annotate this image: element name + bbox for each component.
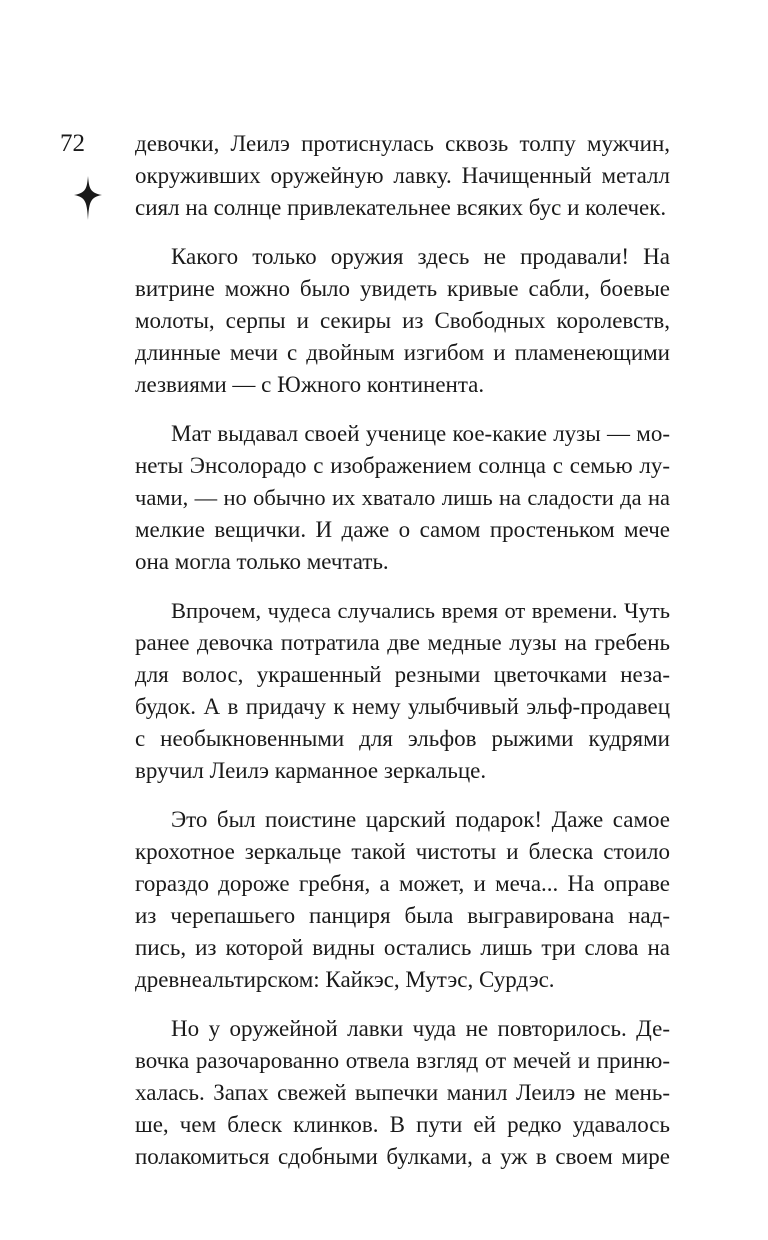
text-line: молоты, серпы и секиры из Свободных королевств, [135,308,670,333]
text-line: древнеальтирском: Кайкэс, Мутэс, Сурдэс. [135,967,555,992]
text-line: ранее девочка потратила две медные лузы на гребень [135,630,670,655]
text-line: полакомиться сдобными булками, а уж в своем мире [135,1144,670,1169]
paragraph [135,595,670,787]
text-line: сиял на солнце привлекательнее всяких бус и колечек. [135,195,667,220]
text-line: мелкие вещички. И даже о самом простеньком мече [135,517,670,542]
text-line: Мат выдавал своей ученице кое-какие лузы — мо- [171,421,670,446]
text-line: пись, из которой видны остались лишь три слова на [135,935,670,960]
paragraph [135,241,670,401]
text-line: Это был поистине царский подарок! Даже самое [171,807,670,832]
paragraph [135,804,670,996]
text-line: она могла только мечтать. [135,549,389,574]
text-line: окруживших оружейную лавку. Начищенный металл [135,163,670,188]
text-line: витрине можно было увидеть кривые сабли, боевые [135,276,670,301]
text-line: вручил Леилэ карманное зеркальце. [135,758,487,783]
text-line: гораздо дороже гребня, а может, и меча... На оправе [135,871,670,896]
text-line: для волос, украшенный резными цветочками неза- [135,662,670,687]
paragraph [135,128,670,224]
text-line: длинные мечи с двойным изгибом и пламенеющими [135,340,670,365]
text-line: будок. А в придачу к нему улыбчивый эльф-продавец [135,694,670,719]
text-line: лезвиями — с Южного континента. [135,372,485,397]
text-line: крохотное зеркальце такой чистоты и блеска стоило [135,839,670,864]
text-line: Впрочем, чудеса случались время от времени. Чуть [171,598,670,623]
text-line: девочки, Леилэ протиснулась сквозь толпу мужчин, [135,131,670,156]
text-line: неты Энсолорадо с изображением солнца с семью лу- [135,453,670,478]
text-line: Но у оружейной лавки чуда не повторилось. Де- [171,1016,670,1041]
text-line: с необыкновенными для эльфов рыжими кудрями [135,726,670,751]
paragraph [135,418,670,578]
text-line: халась. Запах свежей выпечки манил Леилэ не мень- [135,1080,670,1105]
text-line: чами, — но обычно их хватало лишь на сладости да на [135,485,670,510]
text-line: Какого только оружия здесь не продавали! На [171,244,670,269]
paragraph [135,1013,670,1173]
text-line: из черепашьего панциря была выгравирована над- [135,903,670,928]
text-line: вочка разочарованно отвела взгляд от мечей и приню- [135,1048,670,1073]
body-text [135,128,670,1173]
text-line: ше, чем блеск клинков. В пути ей редко удавалось [135,1112,670,1137]
four-point-star-icon [74,176,102,220]
page-number: 72 [60,130,85,157]
